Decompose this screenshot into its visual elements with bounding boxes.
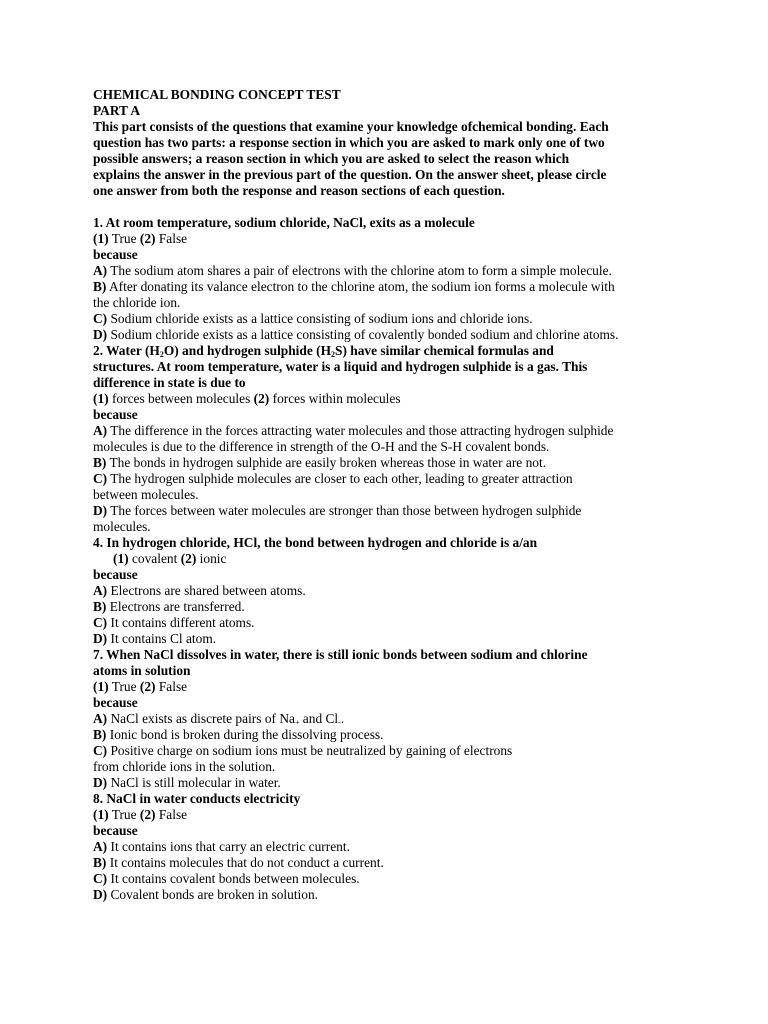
- reason-c: [93, 615, 683, 631]
- reason-text: It contains covalent bonds between molecules.: [107, 871, 360, 886]
- response-options: [93, 807, 683, 823]
- part-heading: PART A: [93, 103, 141, 118]
- option-1-text: True: [108, 231, 140, 246]
- reason-text: Covalent bonds are broken in solution.: [107, 887, 319, 902]
- reason-label: C): [93, 311, 108, 326]
- option-2-text: forces within molecules: [269, 391, 401, 406]
- reason-a: [93, 423, 683, 439]
- reason-label: B): [93, 855, 107, 870]
- option-2-text: False: [155, 679, 188, 694]
- question-text: 8. NaCl in water conducts electricity: [93, 791, 301, 806]
- reason-text: The forces between water molecules are stronger than those between hydrogen sulphide: [107, 503, 582, 518]
- reason-c: [93, 743, 683, 759]
- reason-label: C): [93, 871, 108, 886]
- reason-c-continued: from chloride ions in the solution.: [93, 759, 276, 774]
- option-2-number: (2): [139, 807, 156, 822]
- reason-text: Sodium chloride exists as a lattice consisting of covalently bonded sodium and chlorine atoms.: [107, 327, 619, 342]
- option-1-number: (1): [113, 551, 129, 566]
- reason-text: NaCl is still molecular in water.: [107, 775, 281, 790]
- reason-d: [93, 327, 683, 343]
- reason-text: It contains different atoms.: [107, 615, 255, 630]
- reason-c: [93, 311, 683, 327]
- reason-text: After donating its valance electron to the chlorine atom, the sodium ion forms a molecule with: [106, 279, 615, 294]
- intro-line: possible answers; a reason section in which you are asked to select the reason which: [93, 151, 570, 166]
- reason-label: D): [93, 503, 108, 518]
- reason-text: The sodium atom shares a pair of electrons with the chlorine atom to form a simple molecule.: [107, 263, 612, 278]
- reason-text: NaCl exists as discrete pairs of Na: [107, 711, 295, 726]
- reason-b: [93, 855, 683, 871]
- question-fragment: 2. Water (H: [93, 343, 160, 358]
- reason-text: It contains molecules that do not conduct a current.: [106, 855, 384, 870]
- because-label: because: [93, 567, 138, 582]
- subscript: 2: [331, 350, 336, 359]
- superscript: -: [338, 718, 341, 727]
- reason-text: and Cl: [299, 711, 339, 726]
- reason-label: A): [93, 423, 108, 438]
- document-page: [93, 87, 683, 903]
- reason-label: A): [93, 583, 108, 598]
- option-2-text: False: [155, 231, 188, 246]
- option-2-number: (2): [139, 679, 156, 694]
- reason-b: [93, 455, 683, 471]
- reason-a-continued: molecules is due to the difference in strength of the O-H and the S-H covalent bonds.: [93, 439, 550, 454]
- question-7: [93, 647, 683, 791]
- reason-label: A): [93, 711, 108, 726]
- option-2-number: (2): [139, 231, 156, 246]
- reason-d: [93, 631, 683, 647]
- reason-label: B): [93, 455, 107, 470]
- question-text: [93, 343, 683, 359]
- question-fragment: S) have similar chemical formulas and: [335, 343, 554, 358]
- reason-text: Sodium chloride exists as a lattice consisting of sodium ions and chloride ions.: [107, 311, 533, 326]
- option-2-text: ionic: [196, 551, 227, 566]
- reason-d-continued: molecules.: [93, 519, 151, 534]
- reason-label: D): [93, 631, 108, 646]
- reason-b-continued: the chloride ion.: [93, 295, 181, 310]
- question-text: 7. When NaCl dissolves in water, there is still ionic bonds between sodium and chlorine: [93, 647, 588, 662]
- reason-label: C): [93, 615, 108, 630]
- reason-a: [93, 263, 683, 279]
- question-fragment: O) and hydrogen sulphide (H: [163, 343, 332, 358]
- reason-text: The difference in the forces attracting water molecules and those attracting hydrogen sulphide: [107, 423, 614, 438]
- reason-d: [93, 503, 683, 519]
- question-text: 1. At room temperature, sodium chloride, NaCl, exits as a molecule: [93, 215, 475, 230]
- option-1-text: True: [108, 679, 140, 694]
- reason-c: [93, 871, 683, 887]
- reason-text: Electrons are transferred.: [106, 599, 245, 614]
- reason-label: B): [93, 727, 107, 742]
- intro-line: explains the answer in the previous part of the question. On the answer sheet, please circle: [93, 167, 607, 182]
- reason-label: D): [93, 327, 108, 342]
- reason-label: A): [93, 839, 108, 854]
- reason-label: C): [93, 471, 108, 486]
- document-title: CHEMICAL BONDING CONCEPT TEST: [93, 87, 341, 102]
- reason-b: [93, 727, 683, 743]
- spacer: [93, 199, 683, 215]
- option-1-number: (1): [93, 807, 109, 822]
- reason-label: D): [93, 887, 108, 902]
- reason-text: The bonds in hydrogen sulphide are easily broken whereas those in water are not.: [106, 455, 547, 470]
- reason-label: B): [93, 599, 107, 614]
- because-label: because: [93, 407, 138, 422]
- option-2-number: (2): [180, 551, 197, 566]
- option-2-text: False: [155, 807, 188, 822]
- intro-line: question has two parts: a response section in which you are asked to mark only one of two: [93, 135, 605, 150]
- reason-text: .: [340, 711, 345, 726]
- question-1: [93, 215, 683, 343]
- option-1-number: (1): [93, 391, 109, 406]
- superscript: +: [294, 718, 300, 727]
- question-4: [93, 535, 683, 647]
- reason-c-continued: between molecules.: [93, 487, 199, 502]
- reason-text: Ionic bond is broken during the dissolving process.: [106, 727, 384, 742]
- reason-label: A): [93, 263, 108, 278]
- because-label: because: [93, 823, 138, 838]
- reason-label: B): [93, 279, 107, 294]
- option-1-number: (1): [93, 679, 109, 694]
- response-options: [93, 391, 683, 407]
- reason-b: [93, 279, 683, 295]
- question-text: structures. At room temperature, water is a liquid and hydrogen sulphide is a gas. This: [93, 359, 588, 374]
- reason-text: The hydrogen sulphide molecules are closer to each other, leading to greater attraction: [107, 471, 573, 486]
- reason-text: It contains ions that carry an electric current.: [107, 839, 350, 854]
- option-1-text: forces between molecules: [108, 391, 254, 406]
- response-options: [93, 679, 683, 695]
- question-text: 4. In hydrogen chloride, HCl, the bond between hydrogen and chloride is a/an: [93, 535, 538, 550]
- intro-line: This part consists of the questions that examine your knowledge ofchemical bonding. Each: [93, 119, 609, 134]
- question-text: difference in state is due to: [93, 375, 246, 390]
- reason-d: [93, 775, 683, 791]
- reason-a: [93, 711, 683, 727]
- option-1-text: True: [108, 807, 140, 822]
- because-label: because: [93, 695, 138, 710]
- because-label: because: [93, 247, 138, 262]
- intro-line: one answer from both the response and reason sections of each question.: [93, 183, 505, 198]
- reason-c: [93, 471, 683, 487]
- question-text: atoms in solution: [93, 663, 191, 678]
- reason-a: [93, 583, 683, 599]
- option-2-number: (2): [253, 391, 270, 406]
- option-1-number: (1): [93, 231, 109, 246]
- reason-a: [93, 839, 683, 855]
- reason-label: D): [93, 775, 108, 790]
- reason-label: C): [93, 743, 108, 758]
- question-2: [93, 343, 683, 535]
- subscript: 2: [159, 350, 164, 359]
- question-8: [93, 791, 683, 903]
- response-options: [93, 231, 683, 247]
- reason-text: Positive charge on sodium ions must be neutralized by gaining of electrons: [107, 743, 513, 758]
- response-options: [93, 551, 683, 567]
- reason-text: It contains Cl atom.: [107, 631, 217, 646]
- reason-d: [93, 887, 683, 903]
- reason-text: Electrons are shared between atoms.: [107, 583, 306, 598]
- option-1-text: covalent: [128, 551, 181, 566]
- reason-b: [93, 599, 683, 615]
